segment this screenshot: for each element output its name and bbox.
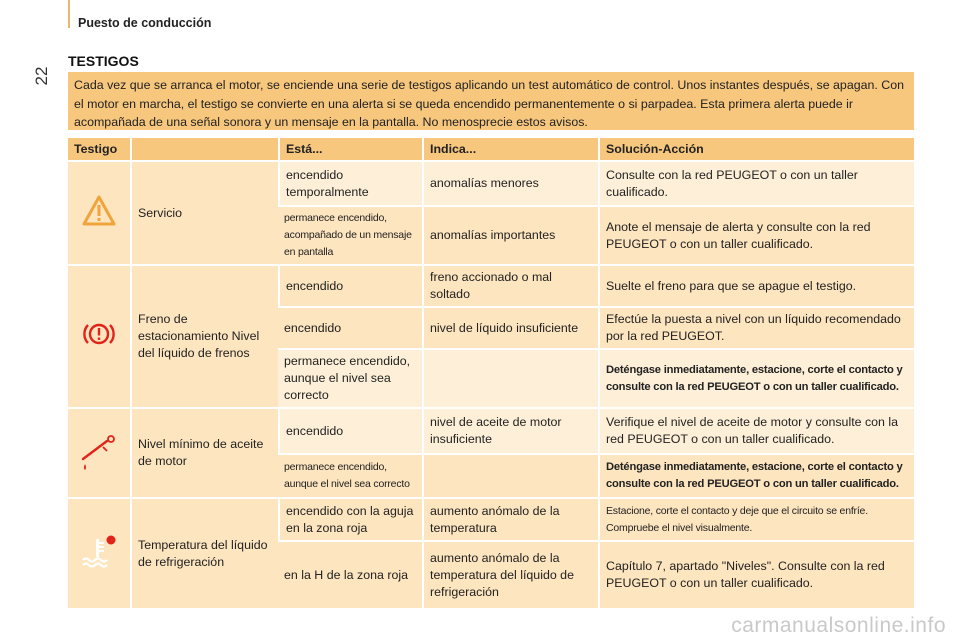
cell-esta: encendido	[278, 306, 422, 348]
page-title: TESTIGOS	[68, 53, 139, 69]
cell-esta: encendido	[278, 407, 422, 453]
col-header-esta: Está...	[278, 138, 422, 160]
cell-esta: encendido	[278, 264, 422, 306]
table-header-row	[68, 138, 914, 160]
col-header-name	[130, 138, 278, 160]
table-row	[68, 497, 914, 540]
table-row	[68, 160, 914, 205]
cell-solucion: Verifique el nivel de aceite de motor y consulte con la red PEUGEOT o con un taller cualificado.	[598, 407, 914, 453]
cell-indica: freno accionado o mal soltado	[422, 264, 598, 306]
table-row	[68, 264, 914, 306]
cell-esta: permanece encendido, acompañado de un mensaje en pantalla	[278, 205, 422, 264]
intro-paragraph: Cada vez que se arranca el motor, se enciende una serie de testigos aplicando un test automático de control. Unos instantes después, se apagan. Con el motor en marcha, el testigo se convierte en una alerta si se queda encendido permanentemente o si parpadea. Esta primera alerta puede ir acompañada de una señal sonora y un mensaje en la pantalla. No menosprecie estos avisos.	[68, 72, 914, 130]
cell-esta: permanece encendido, aunque el nivel sea correcto	[278, 348, 422, 407]
cell-solucion: Suelte el freno para que se apague el testigo.	[598, 264, 914, 306]
page-number-wrap	[30, 66, 54, 86]
cell-indica: nivel de aceite de motor insuficiente	[422, 407, 598, 453]
warning-name: Temperatura del líquido de refrigeración	[130, 497, 278, 608]
col-header-solucion: Solución-Acción	[598, 138, 914, 160]
icon-cell	[68, 264, 130, 407]
cell-solucion: Deténgase inmediatamente, estacione, corte el contacto y consulte con la red PEUGEOT o con un taller cualificado.	[598, 348, 914, 407]
cell-esta: en la H de la zona roja	[278, 540, 422, 608]
cell-solucion: Efectúe la puesta a nivel con un líquido recomendado por la red PEUGEOT.	[598, 306, 914, 348]
table-row	[68, 407, 914, 453]
cell-indica	[422, 453, 598, 497]
cell-indica: anomalías menores	[422, 160, 598, 205]
cell-indica: anomalías importantes	[422, 205, 598, 264]
cell-esta: encendido con la aguja en la zona roja	[278, 497, 422, 540]
cell-solucion: Estacione, corte el contacto y deje que el circuito se enfríe. Compruebe el nivel visualmente.	[598, 497, 914, 540]
cell-esta: encendido temporalmente	[278, 160, 422, 205]
cell-esta: permanece encendido, aunque el nivel sea correcto	[278, 453, 422, 497]
warning-name: Freno de estacionamiento Nivel del líquido de frenos	[130, 264, 278, 407]
col-header-indica: Indica...	[422, 138, 598, 160]
warning-triangle-icon	[82, 195, 116, 227]
warning-lights-table	[68, 138, 914, 608]
oil-level-icon	[77, 431, 121, 471]
cell-solucion: Consulte con la red PEUGEOT o con un taller cualificado.	[598, 160, 914, 205]
page-number: 22	[32, 66, 51, 86]
icon-cell	[68, 160, 130, 264]
warning-name: Servicio	[130, 160, 278, 264]
header-rule	[68, 0, 70, 28]
cell-indica	[422, 348, 598, 407]
warning-name: Nivel mínimo de aceite de motor	[130, 407, 278, 497]
watermark: carmanualsonline.info	[731, 614, 946, 637]
cell-solucion: Anote el mensaje de alerta y consulte con la red PEUGEOT o con un taller cualificado.	[598, 205, 914, 264]
cell-indica: aumento anómalo de la temperatura	[422, 497, 598, 540]
cell-indica: aumento anómalo de la temperatura del líquido de refrigeración	[422, 540, 598, 608]
col-header-testigo: Testigo	[68, 138, 130, 160]
cell-indica: nivel de líquido insuficiente	[422, 306, 598, 348]
brake-warning-icon	[82, 320, 116, 348]
icon-cell	[68, 497, 130, 608]
icon-cell	[68, 407, 130, 497]
section-header: Puesto de conducción	[78, 16, 212, 30]
coolant-temperature-icon	[77, 531, 121, 571]
cell-solucion: Deténgase inmediatamente, estacione, corte el contacto y consulte con la red PEUGEOT o con un taller cualificado.	[598, 453, 914, 497]
cell-solucion: Capítulo 7, apartado "Niveles". Consulte con la red PEUGEOT o con un taller cualificado.	[598, 540, 914, 608]
